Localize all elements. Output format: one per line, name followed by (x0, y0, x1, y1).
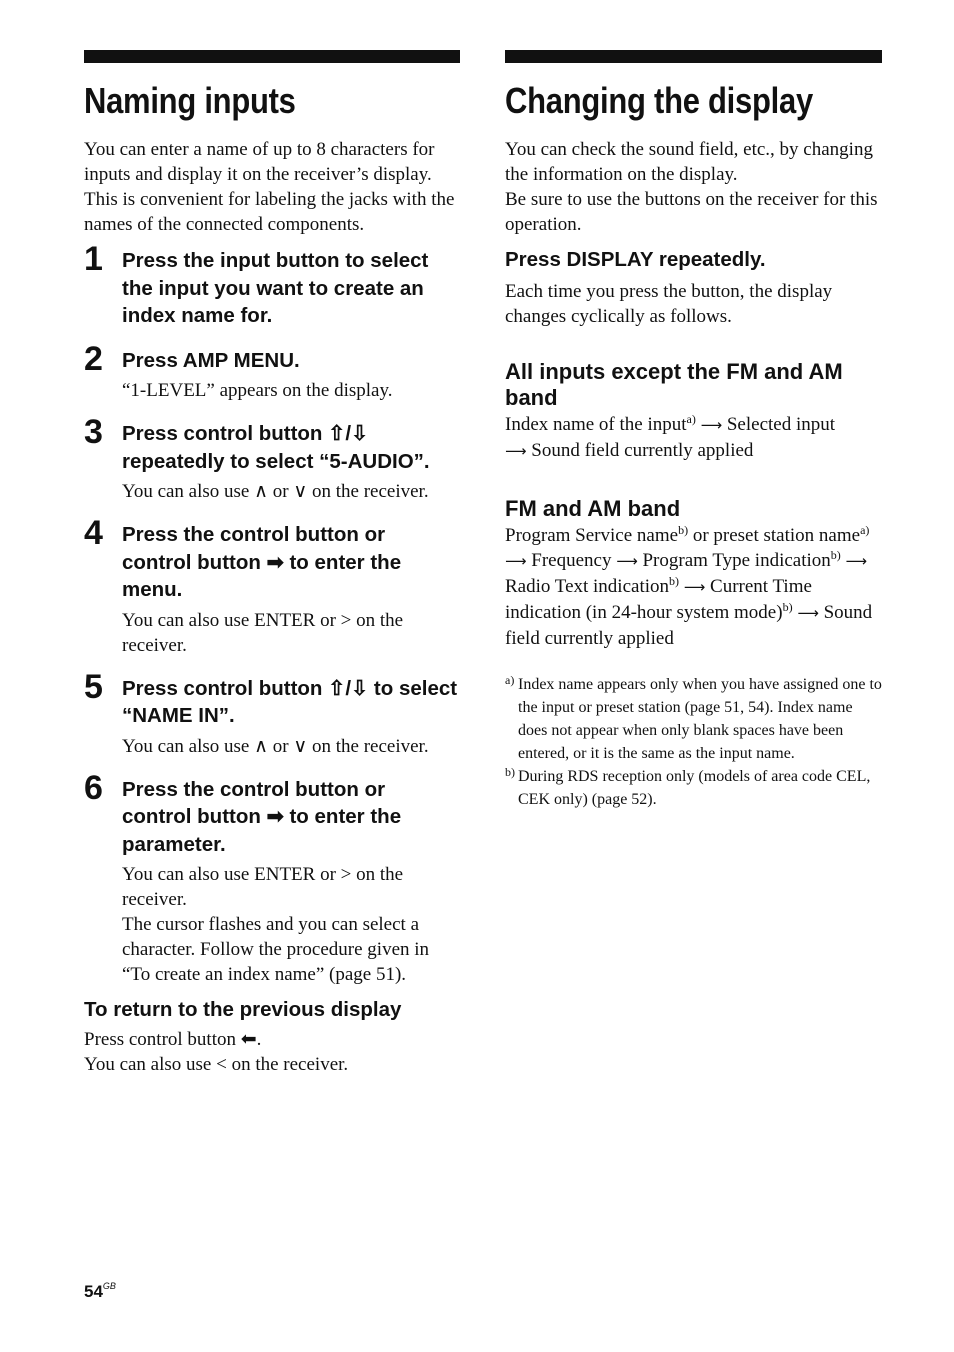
arrow-icon: ⟶ (505, 442, 527, 460)
right-column (505, 50, 882, 811)
intro-paragraph-2: Be sure to use the buttons on the receiver for this operation. (505, 189, 878, 235)
step-4 (84, 514, 460, 658)
footnote-ref-a: a) (686, 412, 696, 426)
step-number: 1 (84, 240, 103, 278)
footnote-text: Index name appears only when you have assigned one to the input or preset station (page 51, 54). Index name does not appear when only blank spaces have been entered, or it is the same as the input name. (518, 676, 882, 762)
step-title: Press the input button to select the input you want to create an index name for. (122, 249, 429, 327)
intro-paragraph-1: You can check the sound field, etc., by changing the information on the display. (505, 139, 873, 185)
section-rule (505, 50, 882, 63)
section-fm-am-heading: FM and AM band (505, 496, 681, 521)
press-display-text: Each time you press the button, the display changes cyclically as follows. (505, 281, 833, 327)
arrow-icon: ⟶ (700, 416, 723, 434)
footnote-text: During RDS reception only (models of area code CEL, CEK only) (page 52). (518, 768, 871, 808)
page-number (84, 1282, 116, 1302)
footnote-b: b) During RDS reception only (models of area code CEL, CEK only) (page 52). (505, 765, 871, 808)
step-title: Press control button ⇧/⇩ repeatedly to select “5-AUDIO”. (122, 422, 430, 473)
seq-frequency: Frequency (531, 550, 612, 571)
step-note: You can also use ENTER or > on the receiver. (122, 609, 404, 656)
step-note: You can also use ∧ or ∨ on the receiver. (122, 481, 429, 502)
seq-program-type: Program Type indication (642, 550, 831, 571)
step-note-2: The cursor flashes and you can select a character. Follow the procedure given in “To create an index name” (page 51). (122, 914, 430, 985)
step-5 (84, 667, 460, 759)
seq-sound-field: Sound field currently applied (505, 602, 873, 649)
page-number-value: 54 (84, 1282, 103, 1301)
seq-radio-text: Radio Text indication (505, 576, 670, 597)
step-1 (84, 240, 460, 330)
arrow-icon: ⟶ (505, 552, 527, 570)
seq-or-preset: or preset station name (688, 525, 861, 546)
footnote-ref-a: a) (860, 523, 870, 537)
step-number: 3 (84, 413, 103, 451)
left-column (84, 50, 460, 1077)
section-title-naming-inputs: Naming inputs (84, 80, 296, 121)
seq-current-time: Current Time indication (in 24-hour system mode) (505, 576, 812, 623)
footnote-a: a) Index name appears only when you have assigned one to the input or preset station (page 51, 54). Index name does not appear when only blank spaces have been entered, or it is the same as the input name. (505, 673, 882, 762)
press-display-heading: Press DISPLAY repeatedly. (505, 248, 766, 271)
section-rule (84, 50, 460, 63)
section-all-inputs-heading: All inputs except the FM and AM band (505, 359, 843, 410)
step-title: Press AMP MENU. (122, 348, 300, 372)
arrow-icon: ⟶ (845, 552, 868, 570)
step-note: You can also use ∧ or ∨ on the receiver. (122, 735, 429, 757)
step-title: Press the control button or control button ➡ to enter the menu. (122, 523, 402, 601)
footnote-ref-b: b) (669, 574, 680, 588)
footnote-ref-b: b) (830, 548, 841, 562)
arrow-icon: ⟶ (616, 552, 638, 570)
return-line-2: You can also use < on the receiver. (84, 1054, 349, 1075)
step-title: Press the control button or control button ➡ to enter the parameter. (122, 777, 402, 856)
step-number: 5 (84, 667, 103, 706)
footnote-ref-b: b) (782, 600, 793, 614)
return-heading: To return to the previous display (84, 998, 402, 1021)
return-line-1: Press control button ⬅. (84, 1029, 262, 1050)
all-inputs-sequence (505, 412, 882, 464)
step-note: “1-LEVEL” appears on the display. (122, 380, 393, 401)
page-region-code: GB (102, 1281, 116, 1291)
step-note: You can also use ENTER or > on the receiver. (122, 864, 404, 910)
step-3 (84, 413, 460, 504)
step-number: 4 (84, 514, 103, 552)
section-title-changing-display: Changing the display (505, 80, 813, 121)
seq-psn: Program Service name (505, 525, 679, 546)
arrow-icon: ⟶ (683, 578, 706, 596)
step-title: Press control button ⇧/⇩ to select “NAME IN”. (122, 676, 458, 727)
seq-index-name: Index name of the input (505, 414, 687, 435)
seq-sound-field: Sound field currently applied (531, 440, 754, 461)
step-number: 6 (84, 768, 103, 807)
step-6 (84, 768, 460, 988)
seq-selected-input: Selected input (726, 414, 836, 435)
step-2 (84, 339, 460, 404)
intro-paragraph: You can enter a name of up to 8 characters for inputs and display it on the receiver’s display. This is convenient for labeling the jacks with the names of the connected components. (84, 139, 455, 235)
fm-am-sequence (505, 523, 882, 651)
step-number: 2 (84, 339, 103, 378)
arrow-icon: ⟶ (797, 604, 819, 622)
footnotes (505, 673, 882, 811)
footnote-ref-b: b) (678, 523, 689, 537)
